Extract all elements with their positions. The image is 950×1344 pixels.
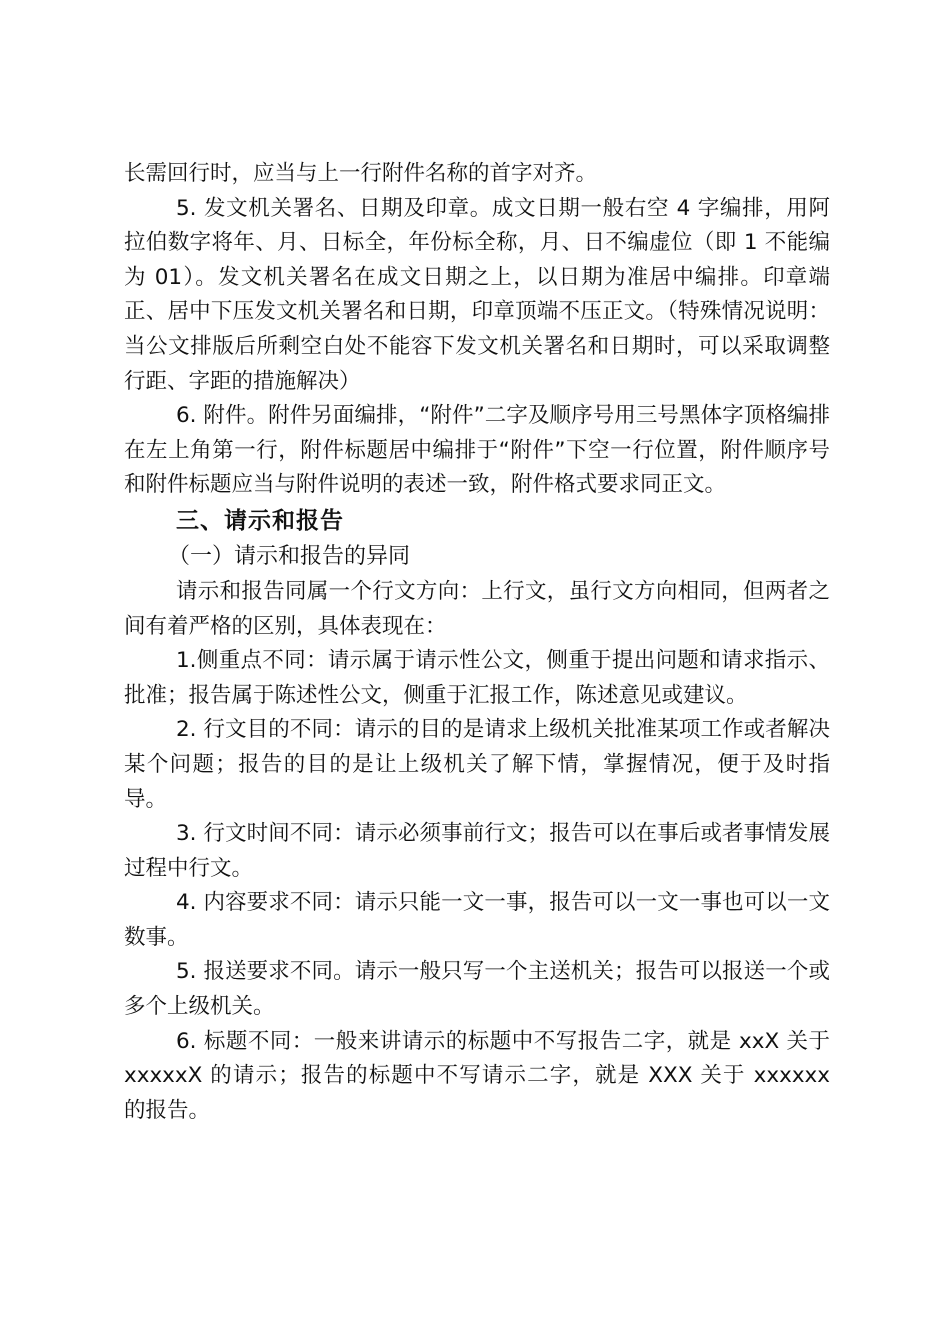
paragraph-point-3: 3. 行文时间不同：请示必须事前行文；报告可以在事后或者事情发展过程中行文。 [124,821,830,881]
paragraph-intro: 请示和报告同属一个行文方向：上行文，虽行文方向相同，但两者之间有着严格的区别，具体表现在： [124,578,830,639]
paragraph-attachment: 6. 附件。附件另面编排，“附件”二字及顺序号用三号黑体字顶格编排在左上角第一行，附件标题居中编排于“附件”下空一行位置，附件顺序号和附件标题应当与附件说明的表述一致，附件格式要求同正文。 [124,403,830,498]
paragraph-point-1: 1.侧重点不同：请示属于请示性公文，侧重于提出问题和请求指示、批准；报告属于陈述性公文，侧重于汇报工作，陈述意见或建议。 [124,648,830,708]
document-page [124,157,830,1128]
paragraph-point-6: 6. 标题不同：一般来讲请示的标题中不写报告二字，就是 xxX 关于 xxxxxX 的请示；报告的标题中不写请示二字，就是 XXX 关于 xxxxxx 的报告。 [124,1028,830,1123]
section-heading: 三、请示和报告 [176,507,344,534]
paragraph-point-5: 5. 报送要求不同。请示一般只写一个主送机关；报告可以报送一个或多个上级机关。 [124,959,830,1020]
paragraph-point-4: 4. 内容要求不同：请示只能一文一事，报告可以一文一事也可以一文数事。 [124,890,830,950]
subsection-heading: （一）请示和报告的异同 [168,543,411,569]
paragraph-continuation: 长需回行时，应当与上一行附件名称的首字对齐。 [124,161,598,186]
paragraph-point-2: 2. 行文目的不同：请示的目的是请求上级机关批准某项工作或者解决某个问题；报告的目的是让上级机关了解下情，掌握情况，便于及时指导。 [124,717,830,812]
paragraph-signature-date-seal: 5. 发文机关署名、日期及印章。成文日期一般右空 4 字编排，用阿拉伯数字将年、月、日标全，年份标全称，月、日不编虚位（即 1 不能编为 01）。发文机关署名在成文日期之上，以日期为准居中编排。印章端正、居中下压发文机关署名和日期，印章顶端不压正文。（特殊情况说明：当公文排版后所剩空白处不能容下发文机关署名和日期时，可以采取调整行距、字距的措施解决） [124,195,830,394]
